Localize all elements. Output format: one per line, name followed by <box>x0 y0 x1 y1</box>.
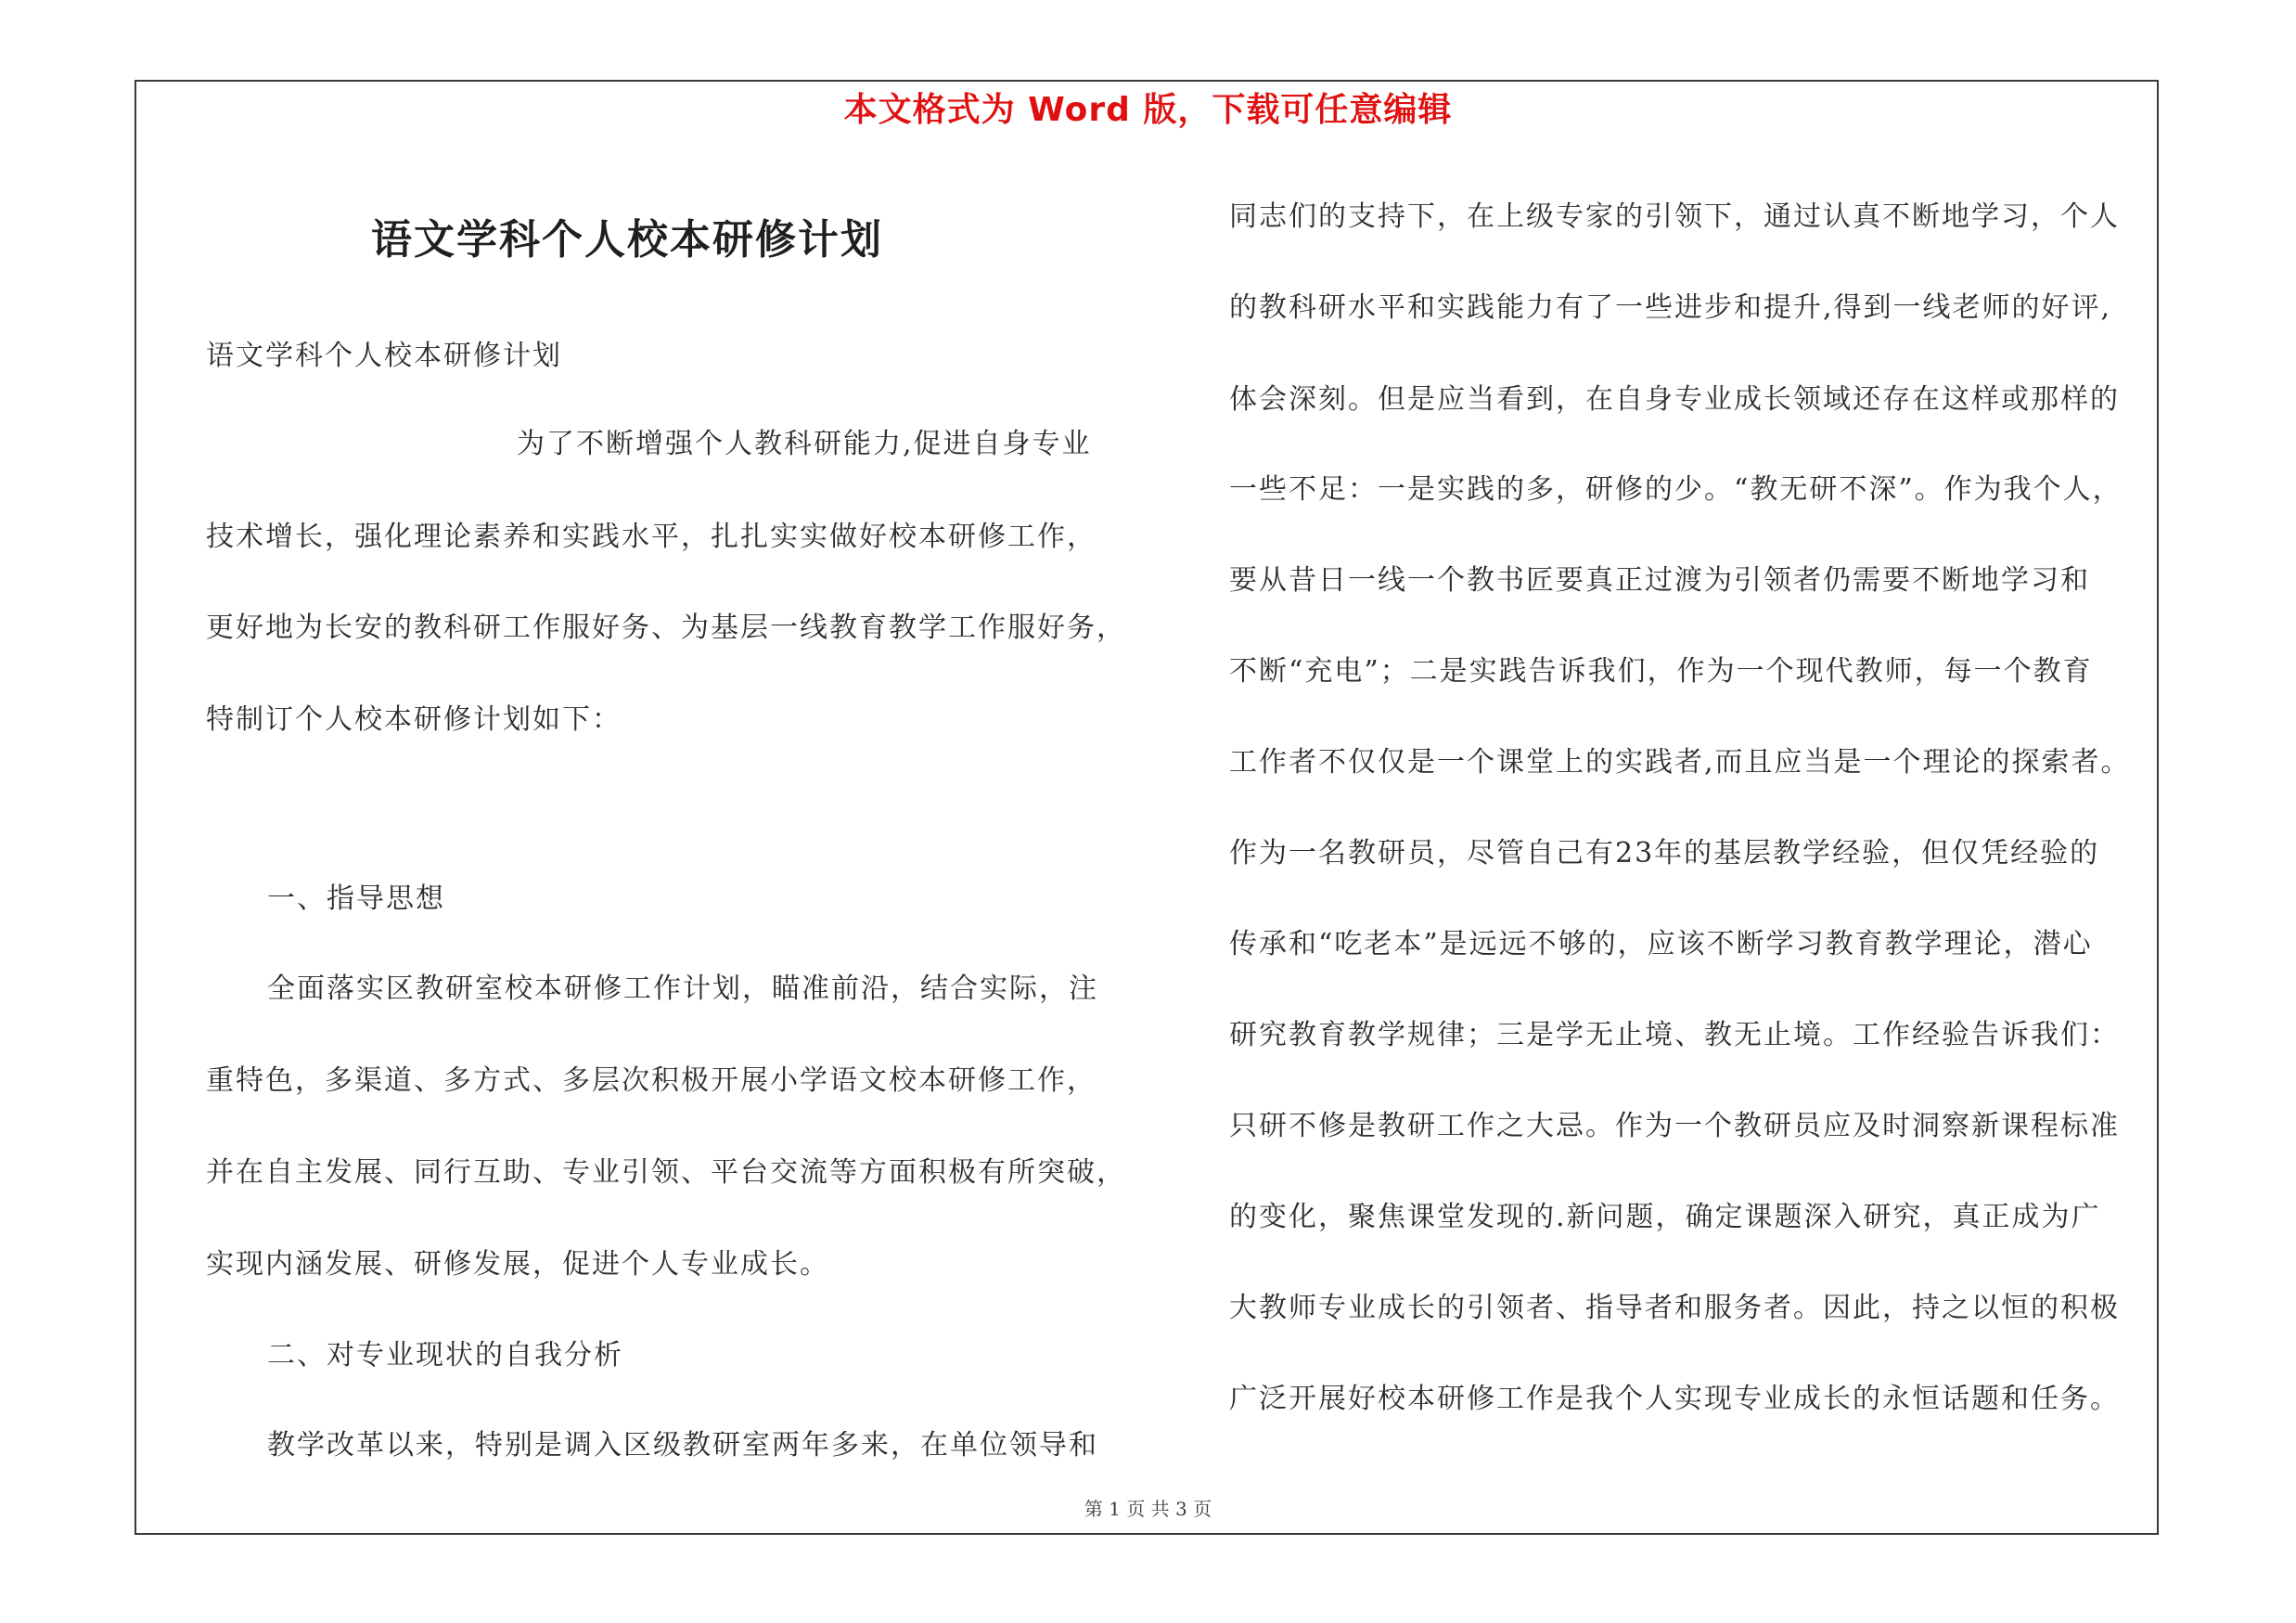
paragraph-line: 工作者不仅仅是一个课堂上的实践者,而且应当是一个理论的探索者。 <box>1229 746 2131 779</box>
paragraph-line: 教学改革以来，特别是调入区级教研室两年多来，在单位领导和 <box>267 1429 1098 1462</box>
paragraph-line: 技术增长，强化理论素养和实践水平，扎扎实实做好校本研修工作， <box>206 521 1097 553</box>
paragraph-line: 广泛开展好校本研修工作是我个人实现专业成长的永恒话题和任务。 <box>1229 1383 2120 1415</box>
paragraph-line: 实现内涵发展、研修发展，促进个人专业成长。 <box>206 1248 829 1281</box>
paragraph-line: 更好地为长安的教科研工作服好务、为基层一线教育教学工作服好务， <box>206 612 1126 644</box>
paragraph-line: 特制订个人校本研修计划如下： <box>206 703 622 736</box>
paragraph-line: 大教师专业成长的引领者、指导者和服务者。因此，持之以恒的积极 <box>1229 1292 2120 1324</box>
subtitle-line: 语文学科个人校本研修计划 <box>206 340 562 372</box>
paragraph-line: 传承和“吃老本”是远远不够的，应该不断学习教育教学理论，潜心 <box>1229 928 2093 960</box>
paragraph-line: 一些不足：一是实践的多，研修的少。“教无研不深”。作为我个人， <box>1229 473 2123 506</box>
paragraph-line: 并在自主发展、同行互助、专业引领、平台交流等方面积极有所突破， <box>206 1156 1126 1189</box>
paragraph-line: 的变化，聚焦课堂发现的.新问题，确定课题深入研究，真正成为广 <box>1229 1201 2101 1233</box>
paragraph-line: 体会深刻。但是应当看到，在自身专业成长领域还存在这样或那样的 <box>1229 383 2120 416</box>
paragraph-line: 要从昔日一线一个教书匠要真正过渡为引领者仍需要不断地学习和 <box>1229 564 2090 597</box>
page-number: 第 1 页 共 3 页 <box>1084 1498 1212 1520</box>
section-heading: 二、对专业现状的自我分析 <box>267 1339 623 1372</box>
paragraph-line: 为了不断增强个人教科研能力,促进自身专业 <box>517 428 1092 460</box>
paragraph-line: 只研不修是教研工作之大忌。作为一个教研员应及时洞察新课程标准 <box>1229 1110 2120 1142</box>
section-heading: 一、指导思想 <box>267 882 445 915</box>
paragraph-line: 重特色，多渠道、多方式、多层次积极开展小学语文校本研修工作， <box>206 1064 1097 1097</box>
paragraph-line: 不断“充电”；二是实践告诉我们，作为一个现代教师，每一个教育 <box>1229 655 2093 688</box>
paragraph-line: 作为一名教研员，尽管自己有23年的基层教学经验，但仅凭经验的 <box>1229 837 2100 869</box>
format-banner: 本文格式为 Word 版，下载可任意编辑 <box>843 91 1453 129</box>
paragraph-line: 研究教育教学规律；三是学无止境、教无止境。工作经验告诉我们： <box>1229 1019 2120 1051</box>
document-title: 语文学科个人校本研修计划 <box>371 216 883 264</box>
paragraph-line: 全面落实区教研室校本研修工作计划，瞄准前沿，结合实际，注 <box>267 973 1098 1005</box>
paragraph-line: 的教科研水平和实践能力有了一些进步和提升,得到一线老师的好评, <box>1229 291 2112 324</box>
paragraph-line: 同志们的支持下，在上级专家的引领下，通过认真不断地学习，个人 <box>1229 200 2120 233</box>
